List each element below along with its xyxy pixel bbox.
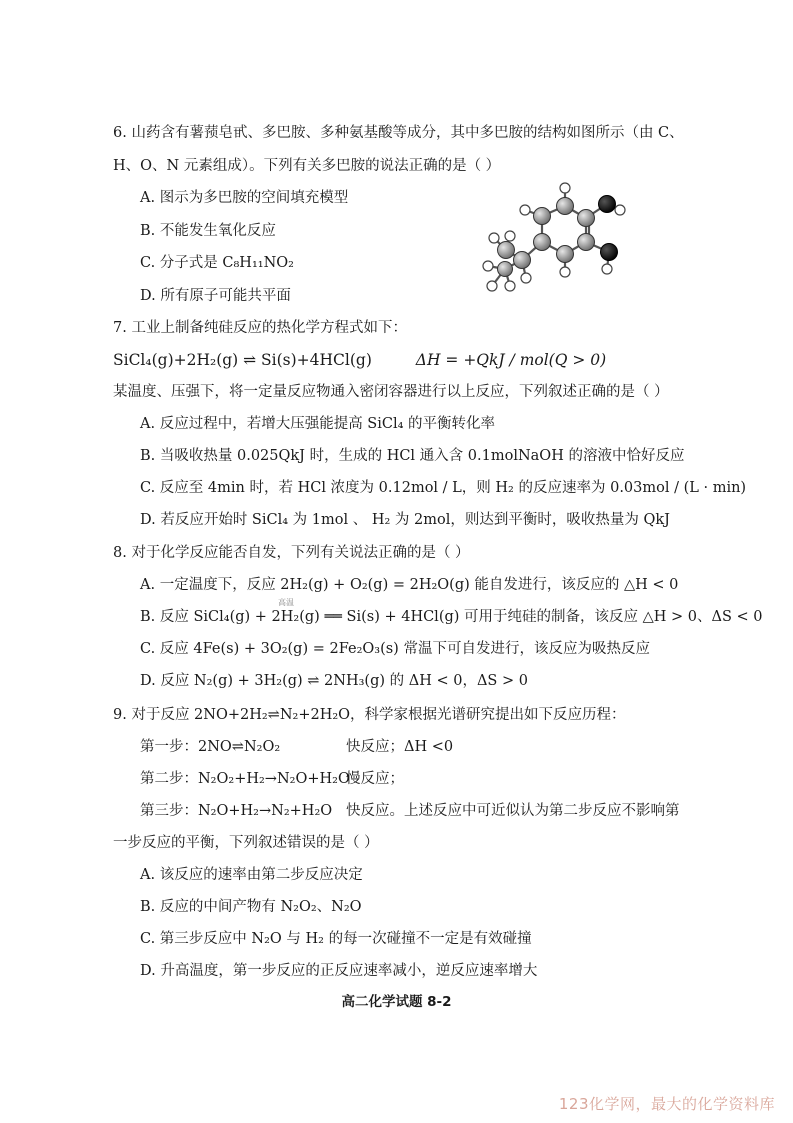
q8-option-b: [140, 607, 763, 627]
q9-step2-note: 慢反应；: [346, 771, 404, 787]
q6-option-a: A. 图示为多巴胺的空间填充模型: [140, 190, 349, 206]
q8-option-a: A. 一定温度下，反应 2H₂(g) + O₂(g) = 2H₂O(g) 能自发进行，该反应的 △H < 0: [140, 577, 679, 593]
dopamine-molecule-diagram: [462, 174, 652, 294]
q8-stem: 8. 对于化学反应能否自发，下列有关说法正确的是（ ）: [113, 545, 470, 561]
q9-step3: 第三步：N₂O+H₂→N₂+H₂O: [140, 803, 333, 819]
q8-option-b-text: B. 反应 SiCl₄(g) + 2H₂(g) ══ Si(s) + 4HCl(g) 可用于纯硅的制备，该反应 △H > 0、ΔS < 0: [140, 609, 763, 625]
q7-option-b: B. 当吸收热量 0.025QkJ 时，生成的 HCl 通入含 0.1molNaOH 的溶液中恰好反应: [140, 448, 685, 464]
q9-option-c: C. 第三步反应中 N₂O 与 H₂ 的每一次碰撞不一定是有效碰撞: [140, 931, 532, 947]
q7-equation: [113, 350, 606, 370]
q9-option-a: A. 该反应的速率由第二步反应决定: [140, 867, 363, 883]
q6-option-c: C. 分子式是 C₈H₁₁NO₂: [140, 255, 294, 271]
q7-option-d: D. 若反应开始时 SiCl₄ 为 1mol 、 H₂ 为 2mol，则达到平衡时，吸收热量为 QkJ: [140, 512, 670, 528]
q9-step2: 第二步：N₂O₂+H₂→N₂O+H₂O: [140, 771, 350, 787]
q8-option-c: C. 反应 4Fe(s) + 3O₂(g) = 2Fe₂O₃(s) 常温下可自发进行，该反应为吸热反应: [140, 641, 650, 657]
q7-enthalpy: ΔH = +QkJ / mol(Q > 0): [415, 351, 607, 369]
q9-step3-note: 快反应。上述反应中可近似认为第二步反应不影响第: [346, 803, 680, 819]
q7-option-a: A. 反应过程中，若增大压强能提高 SiCl₄ 的平衡转化率: [140, 416, 496, 432]
q7-stem: 7. 工业上制备纯硅反应的热化学方程式如下：: [113, 320, 407, 336]
q7-option-c: C. 反应至 4min 时，若 HCl 浓度为 0.12mol / L，则 H₂ 的反应速率为 0.03mol / (L · min): [140, 480, 747, 496]
q9-question: 一步反应的平衡，下列叙述错误的是（ ）: [113, 835, 379, 851]
q8-option-d: D. 反应 N₂(g) + 3H₂(g) ⇌ 2NH₃(g) 的 ΔH < 0，ΔS > 0: [140, 673, 528, 689]
page-footer: 高二化学试题 8-2: [341, 994, 452, 1010]
q6-option-d: D. 所有原子可能共平面: [140, 288, 291, 304]
q9-option-b: B. 反应的中间产物有 N₂O₂、N₂O: [140, 899, 362, 915]
q9-step1: 第一步：2NO⇌N₂O₂: [140, 739, 281, 755]
q9-step1-note: 快反应；ΔH <0: [346, 739, 454, 755]
q9-stem: 9. 对于反应 2NO+2H₂⇌N₂+2H₂O，科学家根据光谱研究提出如下反应历程：: [113, 707, 626, 723]
q6-stem-line2: H、O、N 元素组成）。下列有关多巴胺的说法正确的是（ ）: [113, 158, 501, 174]
q8-option-b-condition: 高温: [278, 598, 294, 607]
q7-condition: 某温度、压强下，将一定量反应物通入密闭容器进行以上反应，下列叙述正确的是（ ）: [113, 384, 669, 400]
q6-stem-line1: 6. 山药含有薯蓣皂甙、多巴胺、多种氨基酸等成分，其中多巴胺的结构如图所示（由 C、: [113, 125, 684, 141]
site-watermark: 123化学网，最大的化学资料库: [558, 1095, 775, 1113]
q7-equation-body: SiCl₄(g)+2H₂(g) ⇌ Si(s)+4HCl(g): [113, 351, 372, 369]
q9-option-d: D. 升高温度，第一步反应的正反应速率减小，逆反应速率增大: [140, 963, 538, 979]
q6-option-b: B. 不能发生氧化反应: [140, 223, 276, 239]
